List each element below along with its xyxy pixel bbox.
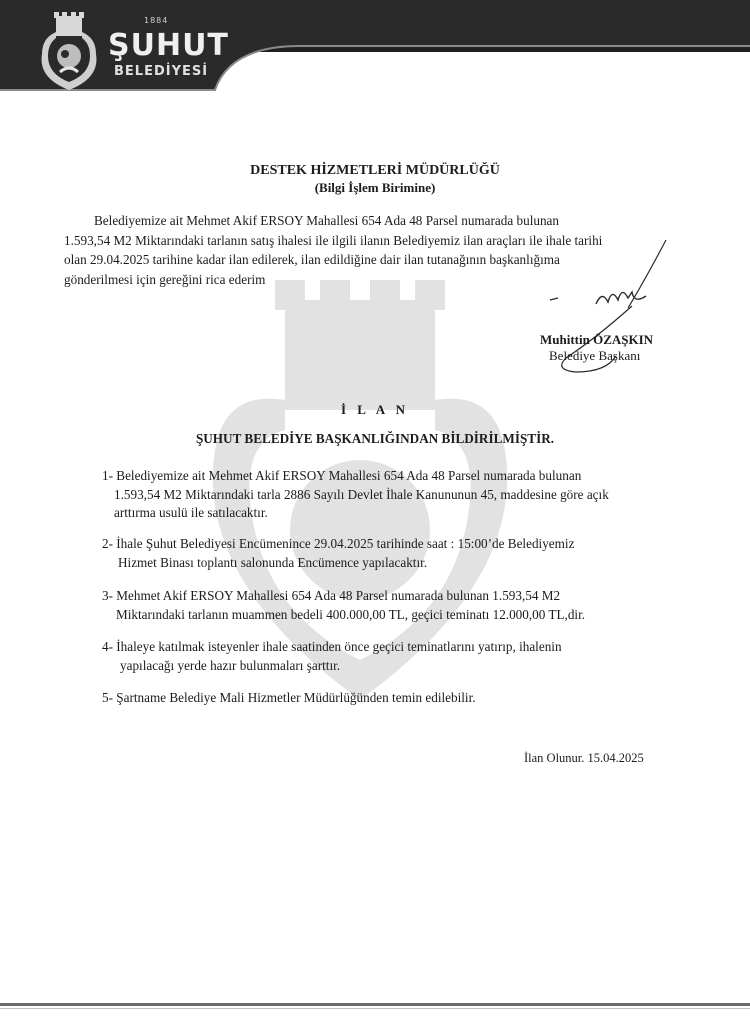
notice-subtitle: ŞUHUT BELEDİYE BAŞKANLIĞINDAN BİLDİRİLMİŞTİR. xyxy=(195,431,555,446)
notice-item-line: 3- Mehmet Akif ERSOY Mahallesi 654 Ada 48 Parsel numarada bulunan 1.593,54 M2 xyxy=(102,588,561,603)
notice-item-line: 4- İhaleye katılmak isteyenler ihale saatinden önce geçici teminatlarını yatırıp, ihalenin xyxy=(102,639,562,654)
recipient-heading: (Bilgi İşlem Birimine) xyxy=(314,180,436,195)
notice-item xyxy=(102,638,702,675)
municipality-logo-icon xyxy=(34,8,104,92)
memo-line: 1.593,54 M2 Miktarındaki tarlanın satış ihalesi ile ilgili ilanın Belediyemiz ilan araçları ile ihale tarihi xyxy=(64,232,603,248)
department-heading: DESTEK HİZMETLERİ MÜDÜRLÜĞÜ xyxy=(250,163,500,178)
footer-divider-thin xyxy=(0,1008,750,1009)
notice-item-line: 5- Şartname Belediye Mali Hizmetler Müdürlüğünden temin edilebilir. xyxy=(102,690,476,705)
notice-item-line: Miktarındaki tarlanın muammen bedeli 400.000,00 TL, geçici teminatı 12.000,00 TL,dir. xyxy=(116,606,586,622)
notice-title: İ L A N xyxy=(340,402,410,417)
notice-item xyxy=(102,535,702,572)
signatory-name: Muhittin ÖZAŞKIN xyxy=(540,332,654,347)
notice-item xyxy=(102,467,702,523)
footer-divider xyxy=(0,1003,750,1006)
notice-item-line: yapılacağı yerde hazır bulunmaları şarttır. xyxy=(120,657,341,673)
notice-item-line: arttırma usulü ile satılacaktır. xyxy=(114,505,268,520)
notice-item-line: 2- İhale Şuhut Belediyesi Encümenince 29.04.2025 tarihinde saat : 15:00’de Belediyemiz xyxy=(102,536,575,551)
municipality-name: ŞUHUT xyxy=(108,28,229,63)
memo-line: olan 29.04.2025 tarihine kadar ilan edilerek, ilan edildiğine dair ilan tutanağının başkanlığıma xyxy=(64,252,560,267)
closing-line: İlan Olunur. 15.04.2025 xyxy=(524,751,644,765)
notice-item-line: 1.593,54 M2 Miktarındaki tarla 2886 Sayılı Devlet İhale Kanununun 45, maddesine göre açık xyxy=(114,486,609,502)
notice-item xyxy=(102,587,702,624)
memo-line: Belediyemize ait Mehmet Akif ERSOY Mahallesi 654 Ada 48 Parsel numarada bulunan xyxy=(94,213,559,228)
notice-item-line: 1- Belediyemize ait Mehmet Akif ERSOY Mahallesi 654 Ada 48 Parsel numarada bulunan xyxy=(102,468,582,483)
signatory-title: Belediye Başkanı xyxy=(549,348,641,363)
notice-item-line: Hizmet Binası toplantı salonunda Encümence yapılacaktır. xyxy=(118,554,428,570)
notice-item xyxy=(102,689,702,708)
founding-year: 1884 xyxy=(144,16,169,25)
memo-line: gönderilmesi için gereğini rica ederim xyxy=(64,271,266,287)
municipality-subtitle: BELEDİYESİ xyxy=(114,64,209,79)
